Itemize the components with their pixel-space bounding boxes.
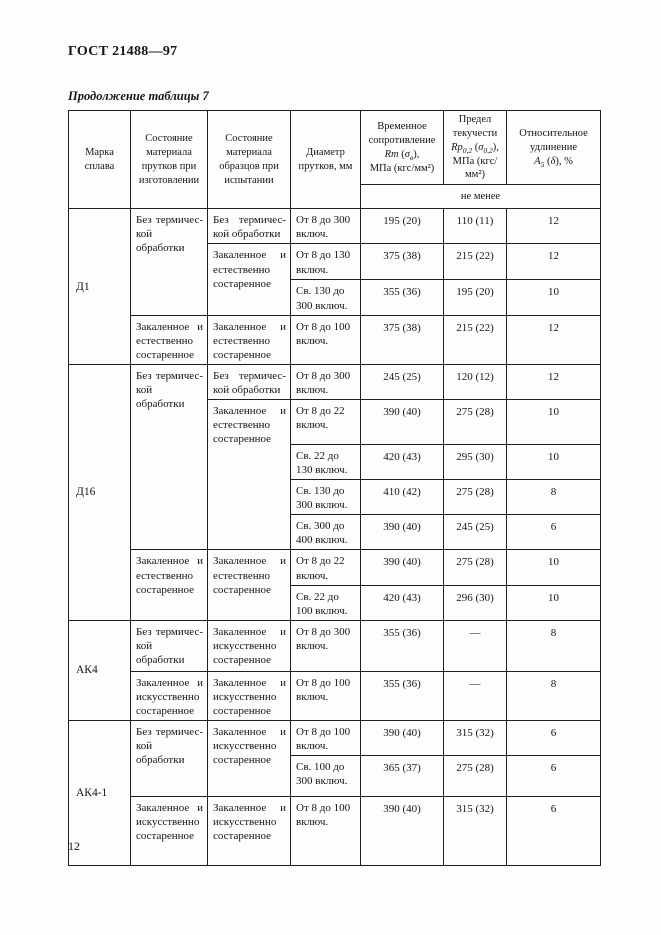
page-number: 12 xyxy=(68,839,80,853)
col-header-tensile-strength xyxy=(361,111,444,185)
diameter-cell: От 8 до 130 включ. xyxy=(291,244,361,280)
diameter-cell: Св. 130 до 300 включ. xyxy=(291,280,361,315)
diameter-cell: Св. 22 до 130 включ. xyxy=(291,445,361,480)
col-header-mfg-state: Состояние материала прутков при изготовлении xyxy=(131,111,208,209)
rm-value-cell: 420 (43) xyxy=(361,585,444,620)
header-unit: МПа (кгс/мм²) xyxy=(369,162,435,174)
rm-value-cell: 365 (37) xyxy=(361,756,444,797)
elongation-formula: $A_5$ (δ), % xyxy=(534,155,573,169)
rm-value-cell: 390 (40) xyxy=(361,550,444,585)
header-line: текучести xyxy=(452,127,498,139)
test-state-cell: Закаленное и естественно состаренное xyxy=(208,400,291,550)
elongation-value-cell: 12 xyxy=(507,315,601,364)
diameter-cell: От 8 до 100 включ. xyxy=(291,315,361,364)
rm-value-cell: 390 (40) xyxy=(361,515,444,550)
standard-number: ГОСТ 21488—97 xyxy=(68,44,178,59)
test-state-cell: Закаленное и искусственно состаренное xyxy=(208,721,291,797)
rm-value-cell: 245 (25) xyxy=(361,364,444,399)
mfg-state-cell: Без термичес-кой обработки xyxy=(131,620,208,671)
mfg-state-cell: Без термичес-кой обработки xyxy=(131,209,208,315)
col-header-test-state: Состояние материала образцов при испытании xyxy=(208,111,291,209)
test-state-cell: Закаленное и искусственно состаренное xyxy=(208,671,291,720)
test-state-cell: Без термичес-кой обработки xyxy=(208,209,291,244)
elongation-value-cell: 10 xyxy=(507,400,601,445)
rp-value-cell: 120 (12) xyxy=(444,364,507,399)
elongation-value-cell: 12 xyxy=(507,364,601,399)
col-header-grade: Марка сплава xyxy=(69,111,131,209)
elongation-value-cell: 12 xyxy=(507,244,601,280)
rp-value-cell: 110 (11) xyxy=(444,209,507,244)
grade-cell: АК4 xyxy=(69,620,131,720)
diameter-cell: Св. 100 до 300 включ. xyxy=(291,756,361,797)
mfg-state-cell: Закаленное и искусственно состаренное xyxy=(131,797,208,866)
col-header-diameter: Диаметр прутков, мм xyxy=(291,111,361,209)
elongation-value-cell: 12 xyxy=(507,209,601,244)
diameter-cell: От 8 до 22 включ. xyxy=(291,400,361,445)
rp-value-cell: 195 (20) xyxy=(444,280,507,315)
grade-cell: Д1 xyxy=(69,209,131,365)
rp-value-cell: 215 (22) xyxy=(444,244,507,280)
test-state-cell: Закаленное и естественно состаренное xyxy=(208,244,291,315)
table-row xyxy=(69,620,601,671)
table-row xyxy=(69,550,601,585)
col-header-yield-strength xyxy=(444,111,507,185)
rm-value-cell: 355 (36) xyxy=(361,671,444,720)
rm-value-cell: 420 (43) xyxy=(361,445,444,480)
diameter-cell: От 8 до 100 включ. xyxy=(291,797,361,866)
elongation-value-cell: 8 xyxy=(507,480,601,515)
diameter-cell: От 8 до 100 включ. xyxy=(291,721,361,756)
table-row xyxy=(69,671,601,720)
rp-value-cell: 315 (32) xyxy=(444,721,507,756)
rp-formula: $Rp_{0,2}$ $(\sigma_{0,2})$, xyxy=(451,141,499,155)
header-line: Временное xyxy=(377,120,427,132)
rp-value-cell: 296 (30) xyxy=(444,585,507,620)
rp-value-cell: 275 (28) xyxy=(444,756,507,797)
table-row xyxy=(69,364,601,399)
elongation-value-cell: 10 xyxy=(507,585,601,620)
mfg-state-cell: Без термичес-кой обработки xyxy=(131,721,208,797)
col-header-elongation xyxy=(507,111,601,185)
rp-value-cell: 275 (28) xyxy=(444,480,507,515)
header-line: сопротивление xyxy=(368,134,436,146)
rm-value-cell: 410 (42) xyxy=(361,480,444,515)
test-state-cell: Закаленное и искусственно состаренное xyxy=(208,797,291,866)
test-state-cell: Без термичес-кой обработки xyxy=(208,364,291,399)
rp-value-cell: 245 (25) xyxy=(444,515,507,550)
rp-value-cell: 275 (28) xyxy=(444,400,507,445)
header-line: Относительное xyxy=(519,127,588,139)
rm-value-cell: 390 (40) xyxy=(361,400,444,445)
rp-value-cell: — xyxy=(444,671,507,720)
mfg-state-cell: Закаленное и естественно состаренное xyxy=(131,315,208,364)
elongation-value-cell: 6 xyxy=(507,515,601,550)
rm-value-cell: 195 (20) xyxy=(361,209,444,244)
rm-value-cell: 375 (38) xyxy=(361,244,444,280)
diameter-cell: Св. 22 до 100 включ. xyxy=(291,585,361,620)
rm-value-cell: 355 (36) xyxy=(361,280,444,315)
rp-value-cell: 315 (32) xyxy=(444,797,507,866)
rp-value-cell: — xyxy=(444,620,507,671)
rm-value-cell: 355 (36) xyxy=(361,620,444,671)
test-state-cell: Закаленное и естественно состаренное xyxy=(208,315,291,364)
elongation-value-cell: 6 xyxy=(507,721,601,756)
rm-value-cell: 375 (38) xyxy=(361,315,444,364)
diameter-cell: Св. 300 до 400 включ. xyxy=(291,515,361,550)
test-state-cell: Закаленное и естественно состаренное xyxy=(208,550,291,620)
test-state-cell: Закаленное и искусственно состаренное xyxy=(208,620,291,671)
diameter-cell: От 8 до 300 включ. xyxy=(291,620,361,671)
header-line: удлинение xyxy=(530,141,577,153)
elongation-value-cell: 6 xyxy=(507,797,601,866)
grade-cell: АК4-1 xyxy=(69,721,131,866)
elongation-value-cell: 10 xyxy=(507,445,601,480)
diameter-cell: От 8 до 100 включ. xyxy=(291,671,361,720)
table-caption: Продолжение таблицы 7 xyxy=(68,89,209,103)
mfg-state-cell: Без термичес-кой обработки xyxy=(131,364,208,550)
rm-value-cell: 390 (40) xyxy=(361,797,444,866)
header-row xyxy=(69,111,601,185)
table-row xyxy=(69,315,601,364)
rp-value-cell: 295 (30) xyxy=(444,445,507,480)
table-row xyxy=(69,797,601,866)
min-note-cell: не менее xyxy=(361,185,601,209)
elongation-value-cell: 8 xyxy=(507,620,601,671)
header-line: Предел xyxy=(458,114,492,125)
elongation-value-cell: 6 xyxy=(507,756,601,797)
rm-formula: Rm $(\sigma_в)$, xyxy=(384,148,420,162)
mfg-state-cell: Закаленное и естественно состаренное xyxy=(131,550,208,620)
mechanical-properties-table xyxy=(68,110,601,866)
rm-value-cell: 390 (40) xyxy=(361,721,444,756)
elongation-value-cell: 10 xyxy=(507,550,601,585)
elongation-value-cell: 8 xyxy=(507,671,601,720)
table-row xyxy=(69,721,601,756)
grade-cell: Д16 xyxy=(69,364,131,620)
diameter-cell: Св. 130 до 300 включ. xyxy=(291,480,361,515)
rp-value-cell: 215 (22) xyxy=(444,315,507,364)
mfg-state-cell: Закаленное и искусственно состаренное xyxy=(131,671,208,720)
diameter-cell: От 8 до 22 включ. xyxy=(291,550,361,585)
diameter-cell: От 8 до 300 включ. xyxy=(291,364,361,399)
diameter-cell: От 8 до 300 включ. xyxy=(291,209,361,244)
table-row xyxy=(69,209,601,244)
header-unit: МПа (кгс/мм²) xyxy=(452,155,498,181)
elongation-value-cell: 10 xyxy=(507,280,601,315)
rp-value-cell: 275 (28) xyxy=(444,550,507,585)
